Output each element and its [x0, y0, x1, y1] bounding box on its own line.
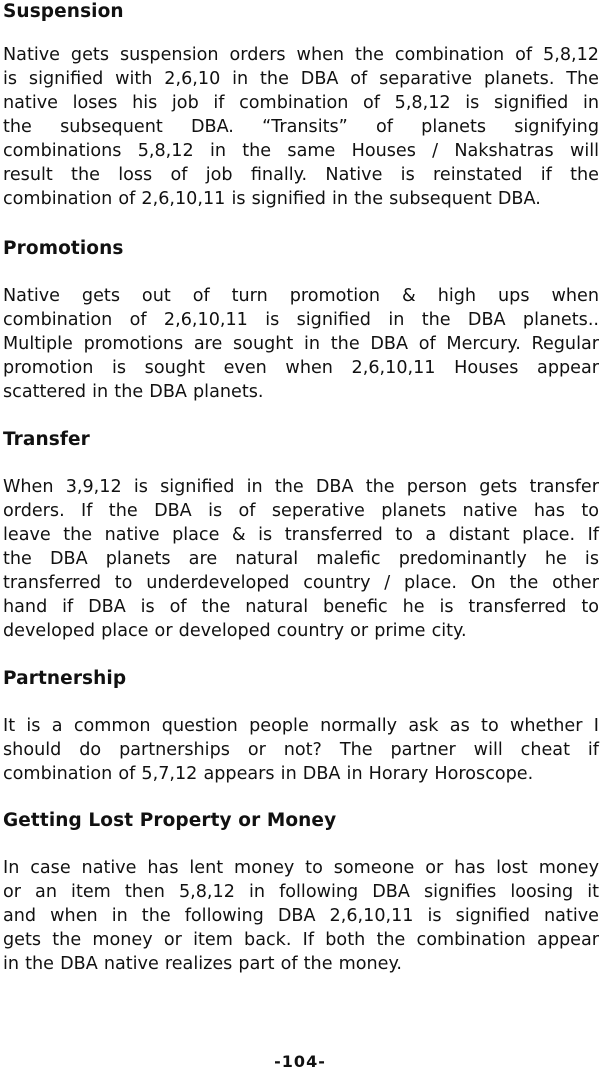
text-line: result the loss of job finally. Native is reinstated if the: [3, 165, 599, 185]
section-heading: Promotions: [3, 238, 124, 259]
text-line: combinations 5,8,12 in the same Houses / Nakshatras will: [3, 141, 599, 161]
section-heading: Partnership: [3, 668, 127, 689]
text-line: Native gets out of turn promotion & high ups when: [3, 286, 599, 306]
section-heading: Suspension: [3, 1, 124, 22]
text-line: leave the native place & is transferred to a distant place. If: [3, 525, 599, 545]
section-paragraph: [3, 475, 599, 643]
text-line: combination of 2,6,10,11 is signified in the subsequent DBA.: [3, 189, 541, 209]
section-paragraph: [3, 284, 599, 404]
text-line: transferred to underdeveloped country / place. On the other: [3, 573, 599, 593]
page-number: -104-: [274, 1052, 326, 1071]
text-line: combination of 2,6,10,11 is signified in the DBA planets..: [3, 310, 599, 330]
text-line: It is a common question people normally ask as to whether I: [3, 716, 599, 736]
text-line: Native gets suspension orders when the combination of 5,8,12: [3, 45, 599, 65]
text-line: combination of 5,7,12 appears in DBA in Horary Horoscope.: [3, 764, 534, 784]
text-line: promotion is sought even when 2,6,10,11 Houses appear: [3, 358, 599, 378]
section-heading: Transfer: [3, 429, 90, 450]
section-partnership: [3, 667, 599, 786]
text-line: the DBA planets are natural malefic predominantly he is: [3, 549, 599, 569]
section-paragraph: [3, 714, 599, 786]
text-line: scattered in the DBA planets.: [3, 382, 264, 402]
text-line: in the DBA native realizes part of the money.: [3, 954, 402, 974]
text-line: should do partnerships or not? The partner will cheat if: [3, 740, 599, 760]
section-paragraph: [3, 856, 599, 976]
text-line: hand if DBA is of the natural benefic he is transferred to: [3, 597, 599, 617]
text-line: gets the money or item back. If both the combination appear: [3, 930, 599, 950]
text-line: is signified with 2,6,10 in the DBA of separative planets. The: [3, 69, 599, 89]
section-heading: Getting Lost Property or Money: [3, 810, 337, 831]
section-transfer: [3, 428, 599, 643]
text-line: orders. If the DBA is of seperative planets native has to: [3, 501, 599, 521]
text-line: or an item then 5,8,12 in following DBA signifies loosing it: [3, 882, 599, 902]
text-line: Multiple promotions are sought in the DBA of Mercury. Regular: [3, 334, 599, 354]
text-line: native loses his job if combination of 5,8,12 is signified in: [3, 93, 599, 113]
section-suspension: [3, 0, 599, 211]
text-line: the subsequent DBA. “Transits” of planets signifying: [3, 117, 599, 137]
section-promotions: [3, 237, 599, 404]
text-line: and when in the following DBA 2,6,10,11 is signified native: [3, 906, 599, 926]
text-line: In case native has lent money to someone or has lost money: [3, 858, 599, 878]
text-line: When 3,9,12 is signified in the DBA the person gets transfer: [3, 477, 599, 497]
section-lost-property: [3, 809, 599, 976]
text-line: developed place or developed country or prime city.: [3, 621, 467, 641]
section-paragraph: [3, 43, 599, 211]
